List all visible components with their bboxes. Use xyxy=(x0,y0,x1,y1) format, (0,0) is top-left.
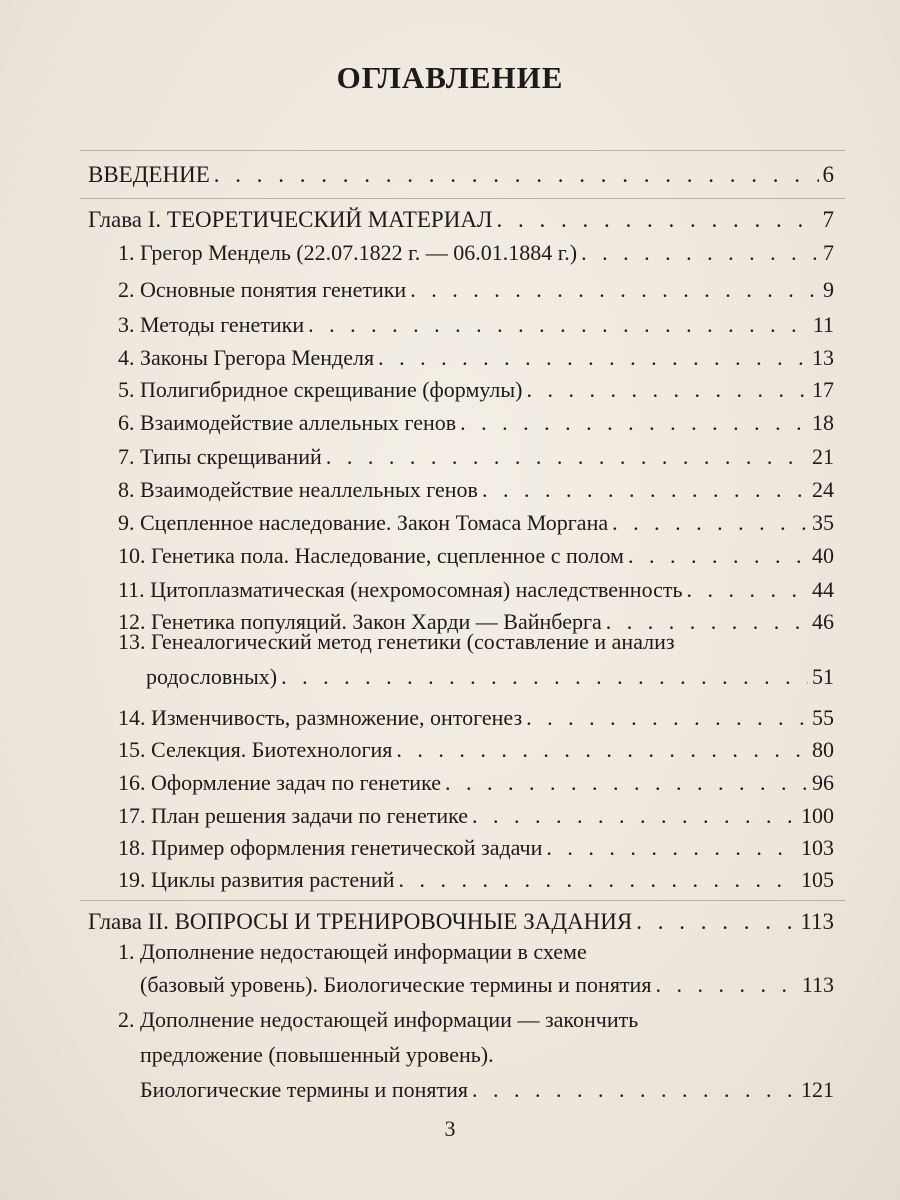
page-number: 3 xyxy=(444,1116,456,1141)
toc-chapter-2[interactable] xyxy=(88,909,834,935)
toc-entry[interactable] xyxy=(118,705,834,731)
leader-dots xyxy=(410,277,819,303)
entry-page: 11 xyxy=(812,312,834,337)
entry-page: 18 xyxy=(812,410,834,435)
toc-entry[interactable] xyxy=(118,577,834,603)
entry-label: 4. Законы Грегора Менделя xyxy=(118,345,375,370)
entry-label: 12. Генетика популяций. Закон Харди — Вайнберга xyxy=(118,609,602,634)
leader-dots xyxy=(398,867,797,893)
entry-line: 2. Дополнение недостающей информации — закончить xyxy=(118,1007,639,1032)
entry-page: 9 xyxy=(823,277,834,302)
entry-page: 121 xyxy=(801,1077,834,1102)
toc-entry[interactable] xyxy=(118,240,834,266)
leader-dots xyxy=(636,909,796,935)
toc-chapter-1[interactable] xyxy=(88,207,834,233)
divider xyxy=(80,900,845,901)
divider xyxy=(80,150,845,151)
entry-page: 7 xyxy=(822,207,834,232)
leader-dots xyxy=(378,345,808,371)
entry-page: 7 xyxy=(823,240,834,265)
entry-label: 5. Полигибридное скрещивание (формулы) xyxy=(118,377,523,402)
entry-page: 105 xyxy=(801,867,834,892)
entry-label: 10. Генетика пола. Наследование, сцепленное с полом xyxy=(118,543,624,568)
entry-label: 11. Цитоплазматическая (нехромосомная) наследственность xyxy=(118,577,683,602)
toc-entry[interactable] xyxy=(118,477,834,503)
entry-page: 80 xyxy=(812,737,834,762)
entry-page: 103 xyxy=(801,835,834,860)
entry-label: 18. Пример оформления генетической задачи xyxy=(118,835,543,860)
entry-page: 17 xyxy=(812,377,834,402)
entry-label: 7. Типы скрещиваний xyxy=(118,444,322,469)
entry-label: 14. Изменчивость, размножение, онтогенез xyxy=(118,705,523,730)
leader-dots xyxy=(396,737,808,763)
entry-label: (базовый уровень). Биологические термины и понятия xyxy=(140,972,652,997)
leader-dots xyxy=(472,1077,797,1103)
toc-entry[interactable] xyxy=(118,410,834,436)
leader-dots xyxy=(214,162,819,188)
entry-page: 6 xyxy=(822,162,834,187)
divider xyxy=(80,198,845,199)
entry-label: 6. Взаимодействие аллельных генов xyxy=(118,410,457,435)
entry-label: Глава I. ТЕОРЕТИЧЕСКИЙ МАТЕРИАЛ xyxy=(88,207,493,232)
leader-dots xyxy=(527,377,808,403)
toc-entry[interactable] xyxy=(118,803,834,829)
leader-dots xyxy=(581,240,819,266)
toc-entry[interactable] xyxy=(118,277,834,303)
toc-entry[interactable] xyxy=(118,835,834,861)
entry-label: 19. Циклы развития растений xyxy=(118,867,395,892)
entry-page: 13 xyxy=(812,345,834,370)
leader-dots xyxy=(281,664,808,690)
entry-page: 51 xyxy=(812,664,834,689)
entry-page: 21 xyxy=(812,444,834,469)
leader-dots xyxy=(655,972,797,998)
entry-label: 2. Основные понятия генетики xyxy=(118,277,407,302)
entry-page: 100 xyxy=(801,803,834,828)
entry-line: 13. Генеалогический метод генетики (составление и анализ xyxy=(118,629,675,654)
toc-entry[interactable] xyxy=(118,377,834,403)
entry-page: 44 xyxy=(812,577,834,602)
entry-label: Глава II. ВОПРОСЫ И ТРЕНИРОВОЧНЫЕ ЗАДАНИЯ xyxy=(88,909,633,934)
entry-label: 17. План решения задачи по генетике xyxy=(118,803,469,828)
toc-entry[interactable] xyxy=(118,444,834,470)
entry-line: 1. Дополнение недостающей информации в схеме xyxy=(118,939,587,964)
entry-label: родословных) xyxy=(146,664,278,689)
entry-label: 3. Методы генетики xyxy=(118,312,305,337)
toc-entry[interactable] xyxy=(118,312,834,338)
toc-entry[interactable] xyxy=(118,867,834,893)
leader-dots xyxy=(326,444,808,470)
entry-page: 35 xyxy=(812,510,834,535)
entry-label: 1. Грегор Мендель (22.07.1822 г. — 06.01.1884 г.) xyxy=(118,240,578,265)
toc-entry[interactable] xyxy=(140,1077,834,1103)
toc-entry[interactable] xyxy=(140,972,834,998)
entry-page: 40 xyxy=(812,543,834,568)
toc-entry[interactable] xyxy=(118,770,834,796)
entry-page: 96 xyxy=(812,770,834,795)
leader-dots xyxy=(472,803,797,829)
leader-dots xyxy=(546,835,797,861)
entry-label: 8. Взаимодействие неаллельных генов xyxy=(118,477,478,502)
leader-dots xyxy=(612,510,808,536)
leader-dots xyxy=(308,312,809,338)
page-title: ОГЛАВЛЕНИЕ xyxy=(336,60,564,95)
entry-page: 46 xyxy=(812,609,834,634)
toc-entry[interactable] xyxy=(118,543,834,569)
entry-page: 113 xyxy=(801,972,834,997)
entry-page: 55 xyxy=(812,705,834,730)
entry-label: Биологические термины и понятия xyxy=(140,1077,469,1102)
entry-page: 113 xyxy=(800,909,834,934)
toc-entry[interactable] xyxy=(118,510,834,536)
entry-label: 16. Оформление задач по генетике xyxy=(118,770,441,795)
leader-dots xyxy=(526,705,808,731)
toc-entry[interactable] xyxy=(146,664,834,690)
entry-label: 15. Селекция. Биотехнология xyxy=(118,737,393,762)
entry-page: 24 xyxy=(812,477,834,502)
leader-dots xyxy=(628,543,808,569)
toc-entry[interactable] xyxy=(118,737,834,763)
leader-dots xyxy=(497,207,819,233)
entry-line: предложение (повышенный уровень). xyxy=(140,1042,494,1067)
leader-dots xyxy=(460,410,808,436)
leader-dots xyxy=(482,477,808,503)
toc-entry-intro[interactable] xyxy=(88,162,834,188)
leader-dots xyxy=(445,770,808,796)
entry-label: ВВЕДЕНИЕ xyxy=(88,162,210,187)
leader-dots xyxy=(687,577,808,603)
entry-label: 9. Сцепленное наследование. Закон Томаса Моргана xyxy=(118,510,609,535)
toc-entry[interactable] xyxy=(118,345,834,371)
